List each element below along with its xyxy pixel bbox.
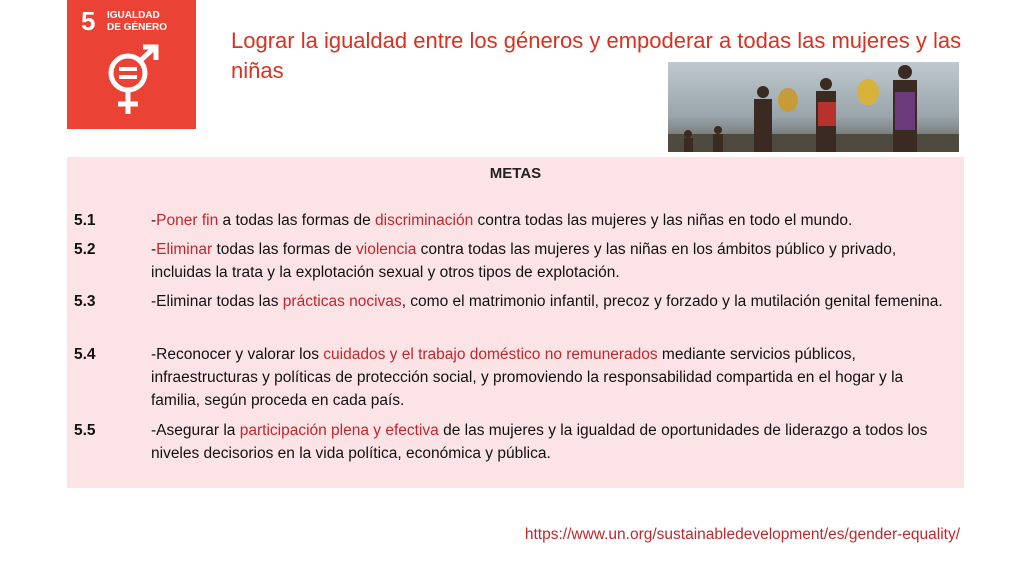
metas-panel: [67, 157, 964, 488]
sdg5-badge: [67, 0, 196, 129]
badge-line2: DE GÉNERO: [107, 22, 168, 33]
badge-line1: IGUALDAD: [107, 10, 160, 21]
badge-number: 5: [81, 6, 96, 36]
metas-heading: METAS: [489, 165, 542, 182]
goal-text: -Eliminar todas las prácticas nocivas, como el matrimonio infantil, precoz y forzado y la mutilación genital femenina.: [151, 293, 943, 310]
goal-number: 5.3: [74, 293, 96, 310]
goal-text: -Reconocer y valorar los cuidados y el trabajo doméstico no remunerados mediante servicios públicos, infraestructuras y políticas de protección social, y promoviendo la responsabilidad compartida en el hogar y la familia, según proceda en cada país.: [151, 346, 904, 409]
goal-text: -Eliminar todas las formas de violencia contra todas las mujeres y las niñas en los ámbitos público y privado, incluidas la trata y la explotación sexual y otros tipos de explotación.: [151, 241, 897, 281]
goal-text: -Poner fin a todas las formas de discriminación contra todas las mujeres y las niñas en todo el mundo.: [151, 212, 853, 229]
goal-number: 5.5: [74, 422, 96, 439]
badge-label: [107, 10, 167, 34]
page-title: Lograr la igualdad entre los géneros y empoderar a todas las mujeres y las niñas: [231, 28, 962, 83]
goal-text: -Asegurar la participación plena y efectiva de las mujeres y la igualdad de oportunidades de liderazgo a todos los niveles decisorios en la vida política, económica y pública.: [151, 422, 928, 462]
goal-number: 5.4: [74, 346, 96, 363]
source-link[interactable]: https://www.un.org/sustainabledevelopment/es/gender-equality/: [524, 526, 960, 543]
gender-equality-icon: [103, 44, 161, 116]
goal-number: 5.2: [74, 241, 96, 258]
goal-number: 5.1: [74, 212, 96, 229]
women-carrying-water-photo: [668, 62, 959, 152]
